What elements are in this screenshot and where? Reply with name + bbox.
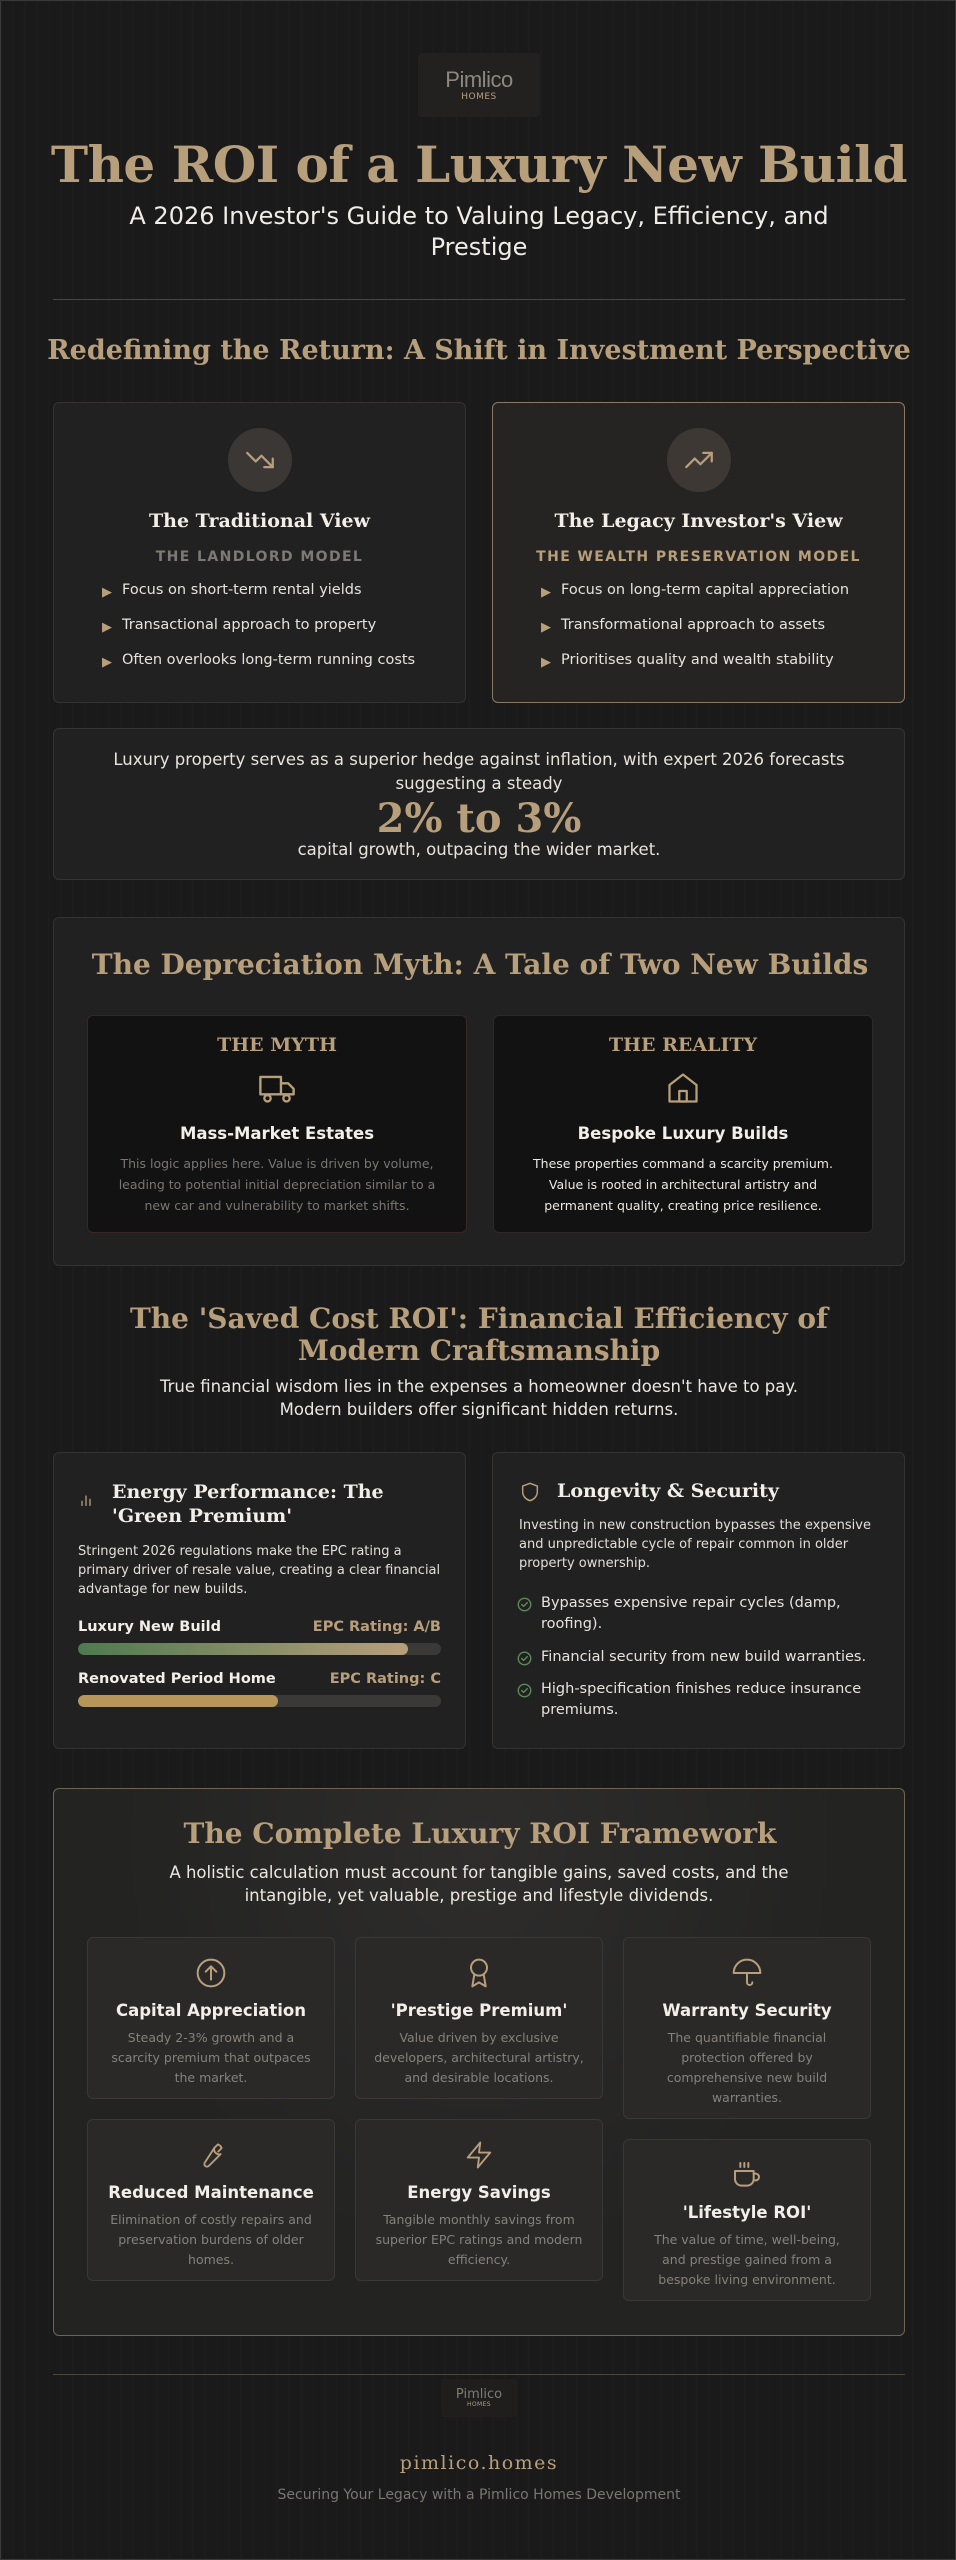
header-logo[interactable] — [418, 53, 540, 117]
framework-section — [53, 1788, 905, 2336]
growth-stat-box — [53, 728, 905, 880]
epc-bar-label: Luxury New Build — [78, 1619, 221, 1635]
epc-bar-track — [78, 1695, 441, 1707]
list-item-text: High-specification finishes reduce insurance premiums. — [541, 1681, 862, 1718]
framework-item-desc: The quantifiable financial protection offered by comprehensive new build warranties. — [666, 2030, 828, 2105]
framework-item — [87, 1937, 335, 2099]
framework-item-title: Energy Savings — [407, 2183, 551, 2202]
page-subtitle: A 2026 Investor's Guide to Valuing Legacy, Efficiency, and Prestige — [129, 202, 829, 261]
framework-item-desc: Value driven by exclusive developers, architectural artistry, and desirable locations. — [374, 2030, 584, 2085]
divider — [53, 299, 905, 300]
arrow-right-icon: ▶ — [541, 585, 551, 600]
wrench-icon — [194, 2138, 228, 2172]
arrow-right-icon: ▶ — [102, 620, 112, 635]
list-item — [102, 651, 445, 686]
list-item-text: Focus on long-term capital appreciation — [561, 582, 850, 598]
myth-card — [87, 1015, 467, 1233]
energy-desc: Stringent 2026 regulations make the EPC rating a primary driver of resale value, creating a clear financial advantage for new builds. — [78, 1544, 441, 1597]
footer-site-link[interactable]: pimlico.homes — [399, 2452, 559, 2474]
list-item-text: Focus on short-term rental yields — [122, 582, 362, 598]
list-item-text: Transformational approach to assets — [561, 617, 826, 633]
home-icon — [663, 1068, 703, 1108]
depreciation-heading: The Depreciation Myth: A Tale of Two New Builds — [91, 948, 869, 981]
epc-bar-row — [78, 1619, 441, 1635]
framework-item-title: Capital Appreciation — [115, 2001, 307, 2020]
framework-item — [355, 2119, 603, 2281]
framework-item-desc: Elimination of costly repairs and preservation burdens of older homes. — [110, 2212, 312, 2267]
check-circle-icon — [517, 1593, 541, 1635]
truck-icon — [257, 1068, 297, 1108]
list-item — [517, 1593, 884, 1635]
zap-icon — [462, 2138, 496, 2172]
myth-title: Mass-Market Estates — [179, 1124, 375, 1143]
framework-item-title: 'Lifestyle ROI' — [682, 2203, 812, 2222]
framework-intro: A holistic calculation must account for tangible gains, saved costs, and the intangible, yet valuable, prestige and lifestyle dividends. — [169, 1863, 789, 1905]
shield-icon — [519, 1480, 541, 1508]
divider — [53, 2374, 905, 2375]
stat-tail: capital growth, outpacing the wider market. — [297, 840, 661, 859]
epc-bar-track — [78, 1643, 441, 1655]
framework-item-desc: The value of time, well-being, and prestige gained from a bespoke living environment. — [654, 2232, 840, 2287]
perspective-heading: Redefining the Return: A Shift in Investment Perspective — [47, 335, 911, 366]
framework-heading: The Complete Luxury ROI Framework — [183, 1817, 777, 1850]
epc-bar-row — [78, 1671, 441, 1687]
list-item — [102, 616, 445, 651]
list-item — [517, 1647, 884, 1673]
arrow-right-icon: ▶ — [102, 655, 112, 670]
logo-sub: HOMES — [461, 91, 497, 102]
framework-item — [355, 1937, 603, 2099]
framework-item-title: 'Prestige Premium' — [390, 2001, 568, 2020]
legacy-subtitle: THE WEALTH PRESERVATION MODEL — [536, 549, 861, 565]
trending-up-icon — [667, 428, 731, 492]
longevity-title: Longevity & Security — [557, 1480, 779, 1502]
saved-cost-heading: The 'Saved Cost ROI': Financial Efficiency of Modern Craftsmanship — [129, 1302, 829, 1367]
check-circle-icon — [517, 1679, 541, 1721]
bar-chart-icon — [78, 1492, 94, 1512]
list-item-text: Financial security from new build warranties. — [541, 1649, 867, 1665]
epc-bar-fill — [78, 1643, 408, 1655]
list-item — [541, 581, 884, 616]
arrow-right-icon: ▶ — [541, 620, 551, 635]
traditional-title: The Traditional View — [149, 510, 370, 532]
footer-logo[interactable] — [441, 2379, 517, 2417]
list-item — [541, 651, 884, 686]
energy-title: Energy Performance: The 'Green Premium' — [112, 1481, 384, 1527]
legacy-points — [541, 581, 884, 686]
energy-card — [53, 1452, 466, 1749]
saved-cost-intro: True financial wisdom lies in the expenses a homeowner doesn't have to pay. Modern builders offer significant hidden returns. — [159, 1377, 799, 1419]
framework-item — [623, 2139, 871, 2301]
framework-item-title: Warranty Security — [662, 2001, 832, 2020]
traditional-view-card — [53, 402, 466, 703]
list-item — [517, 1679, 884, 1721]
page-title: The ROI of a Luxury New Build — [50, 135, 908, 194]
epc-bar-rating: EPC Rating: C — [329, 1671, 441, 1687]
depreciation-section — [53, 917, 905, 1266]
award-icon — [462, 1956, 496, 1990]
umbrella-icon — [730, 1956, 764, 1990]
myth-label: THE MYTH — [217, 1034, 337, 1056]
epc-bar-rating: EPC Rating: A/B — [312, 1619, 441, 1635]
reality-label: THE REALITY — [608, 1034, 758, 1056]
epc-bar-label: Renovated Period Home — [78, 1671, 276, 1687]
list-item — [102, 581, 445, 616]
list-item-text: Bypasses expensive repair cycles (damp, roofing). — [541, 1595, 841, 1632]
epc-bar-fill — [78, 1695, 278, 1707]
framework-item-desc: Steady 2-3% growth and a scarcity premium that outpaces the market. — [111, 2030, 311, 2085]
stat-value: 2% to 3% — [376, 795, 582, 842]
list-item-text: Often overlooks long-term running costs — [122, 652, 416, 668]
reality-title: Bespoke Luxury Builds — [577, 1124, 789, 1143]
list-item-text: Transactional approach to property — [122, 617, 377, 633]
trending-down-icon — [228, 428, 292, 492]
check-circle-icon — [517, 1647, 541, 1673]
traditional-points — [102, 581, 445, 686]
legacy-view-card — [492, 402, 905, 703]
coffee-icon — [730, 2158, 764, 2192]
reality-card — [493, 1015, 873, 1233]
list-item — [541, 616, 884, 651]
arrow-right-icon: ▶ — [541, 655, 551, 670]
legacy-title: The Legacy Investor's View — [554, 510, 843, 532]
footer-logo-sub: HOMES — [466, 2401, 491, 2408]
longevity-card — [492, 1452, 905, 1749]
myth-desc: This logic applies here. Value is driven by volume, leading to potential initial depreciation similar to a new car and vulnerability to market shifts. — [118, 1156, 436, 1213]
stat-lead: Luxury property serves as a superior hedge against inflation, with expert 2026 forecasts suggesting a steady — [113, 750, 845, 793]
reality-desc: These properties command a scarcity premium. Value is rooted in architectural artistry and permanent quality, creating price resilience. — [533, 1156, 833, 1213]
framework-item — [87, 2119, 335, 2281]
framework-item-title: Reduced Maintenance — [108, 2183, 314, 2202]
framework-item-desc: Tangible monthly savings from superior EPC ratings and modern efficiency. — [375, 2212, 583, 2267]
arrow-up-circle-icon — [194, 1956, 228, 1990]
framework-item — [623, 1937, 871, 2119]
logo-name: Pimlico — [445, 66, 513, 92]
longevity-desc: Investing in new construction bypasses the expensive and unpredictable cycle of repair common in older property ownership. — [519, 1518, 871, 1571]
footer-tagline: Securing Your Legacy with a Pimlico Homes Development — [277, 2487, 681, 2503]
footer-logo-name: Pimlico — [455, 2387, 503, 2402]
list-item-text: Prioritises quality and wealth stability — [561, 652, 834, 668]
arrow-right-icon: ▶ — [102, 585, 112, 600]
traditional-subtitle: THE LANDLORD MODEL — [155, 549, 364, 565]
